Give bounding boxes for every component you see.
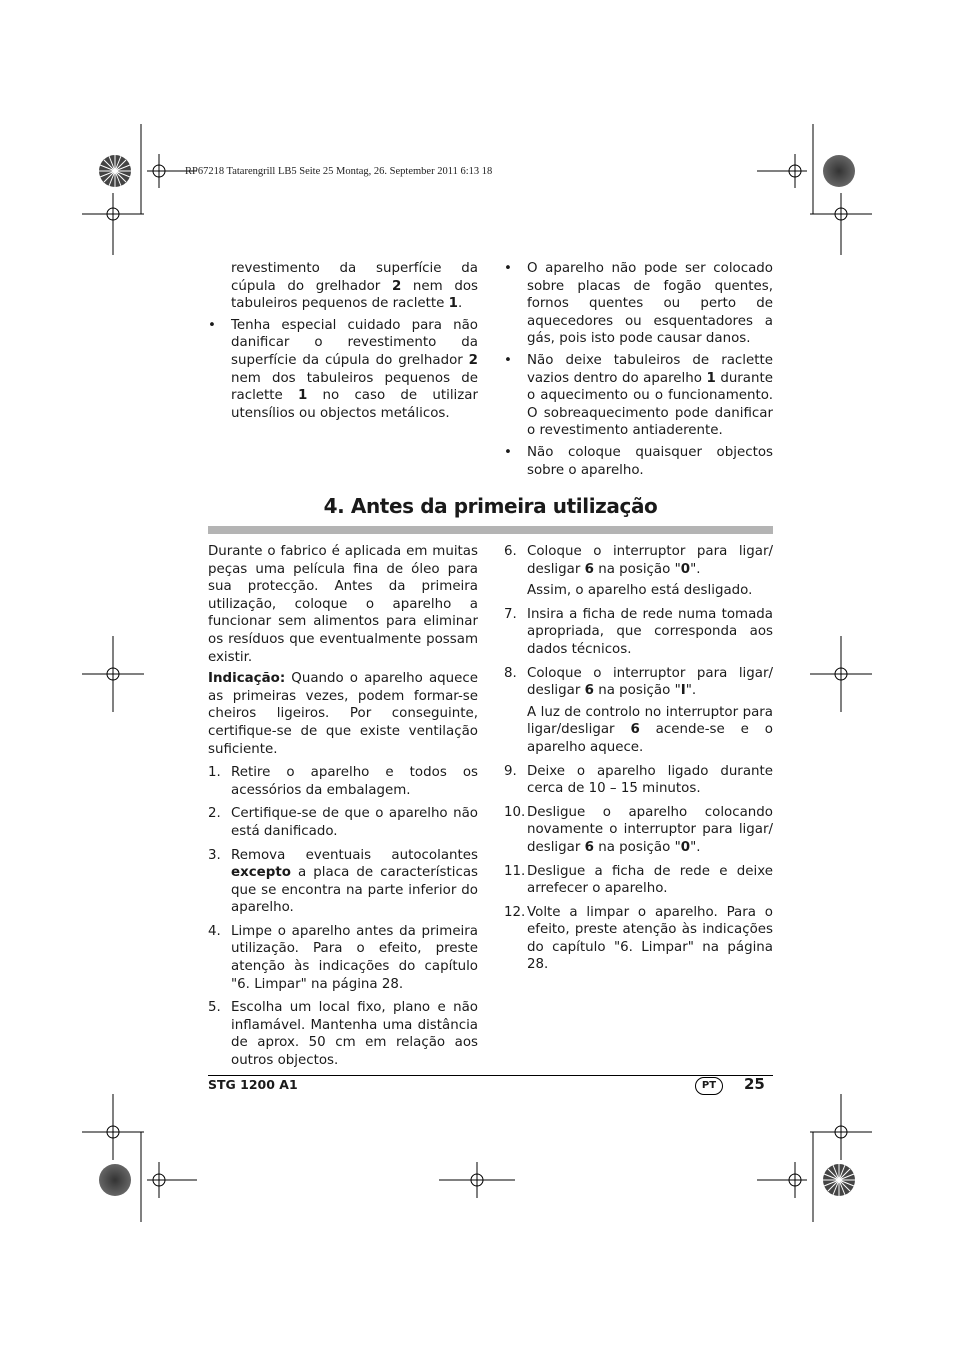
step-result: Assim, o aparelho está desligado. bbox=[527, 583, 753, 599]
top-left-column bbox=[208, 260, 478, 422]
continuation-paragraph: revestimento da superfície da cúpula do grelhador 2 nem dos tabuleiros pequenos de raclette 1. bbox=[231, 261, 478, 312]
note-paragraph: Indicação: Quando o aparelho aquece as primeiras vezes, podem formar-se cheiros ligeiros. Por conseguinte, certifique-se de que existe ventilação suficiente. bbox=[208, 671, 478, 757]
list-item: 2. Certifique-se de que o aparelho não está danificado. bbox=[208, 806, 478, 839]
bullet-icon: • bbox=[208, 317, 216, 333]
list-item: 6. Coloque o interruptor para ligar/ desligar 6 na posição "0". bbox=[504, 544, 773, 577]
list-item: 5. Escolha um local fixo, plano e não inflamável. Mantenha uma distância de aprox. 50 cm em relação aos outros objectos. bbox=[208, 1000, 478, 1069]
list-item: 9. Deixe o aparelho ligado durante cerca de 10 – 15 minutos. bbox=[504, 763, 773, 797]
bullet-icon: • bbox=[504, 352, 512, 368]
left-column bbox=[208, 543, 478, 1070]
bullet-item: • Não coloque quaisquer objectos sobre o aparelho. bbox=[504, 444, 773, 478]
step-result: A luz de controlo no interruptor para ligar/desligar 6 acende-se e o aparelho aquece. bbox=[527, 704, 773, 755]
right-column bbox=[504, 543, 773, 974]
bullet-item: • Não deixe tabuleiros de raclette vazios dentro do aparelho 1 durante o aquecimento ou o funcionamento. O sobreaquecimento pode danificar o revestimento antiaderente. bbox=[504, 352, 773, 439]
list-item: 11. Desligue a ficha de rede e deixe arrefecer o aparelho. bbox=[504, 863, 773, 897]
bullet-icon: • bbox=[504, 444, 512, 460]
list-item: 12. Volte a limpar o aparelho. Para o efeito, preste atenção às indicações do capítulo "6. Limpar" na página 28. bbox=[504, 904, 773, 973]
list-item: 7. Insira a ficha de rede numa tomada apropriada, que corresponda aos dados técnicos. bbox=[504, 606, 773, 657]
bullet-item: • Tenha especial cuidado para não danificar o revestimento da superfície da cúpula do grelhador 2 nem dos tabuleiros pequenos de raclette 1 no caso de utilizar utensílios ou objectos metálicos. bbox=[208, 317, 478, 421]
print-header-line: RP67218 Tatarengrill LB5 Seite 25 Montag, 26. September 2011 6:13 18 bbox=[185, 166, 493, 177]
list-item: 8. Coloque o interruptor para ligar/ desligar 6 na posição "I". bbox=[504, 665, 773, 699]
top-right-column bbox=[504, 260, 773, 479]
section-rule bbox=[208, 526, 773, 534]
starburst-target-icon bbox=[99, 155, 131, 187]
list-item: 1. Retire o aparelho e todos os acessórios da embalagem. bbox=[208, 765, 478, 798]
section-title: 4. Antes da primeira utilização bbox=[323, 494, 658, 518]
bullet-item: • O aparelho não pode ser colocado sobre placas de fogão quentes, fornos quentes ou perto de aquecedores ou esquentadores a gás, pois isto pode causar danos. bbox=[504, 261, 773, 347]
intro-paragraph: Durante o fabrico é aplicada em muitas peças uma película fina de óleo para sua protecção. Antes da primeira utilização, coloque o aparelho a funcionar sem alimentos para eliminar os resíduos que eventualmente possam existir. bbox=[208, 544, 478, 665]
list-item: 3. Remova eventuais autocolantes excepto a placa de características que se encontra na parte inferior do aparelho. bbox=[208, 847, 478, 916]
list-item: 10. Desligue o aparelho colocando novamente o interruptor para ligar/ desligar 6 na posição "0". bbox=[504, 804, 773, 855]
list-item: 4. Limpe o aparelho antes da primeira utilização. Para o efeito, preste atenção às indicações do capítulo "6. Limpar" na página 28. bbox=[208, 923, 478, 992]
footer-rule bbox=[208, 1075, 773, 1076]
language-badge: PT bbox=[695, 1077, 723, 1095]
bullet-icon: • bbox=[504, 261, 512, 276]
page-number: 25 bbox=[744, 1075, 765, 1093]
model-number: STG 1200 A1 bbox=[208, 1077, 298, 1092]
